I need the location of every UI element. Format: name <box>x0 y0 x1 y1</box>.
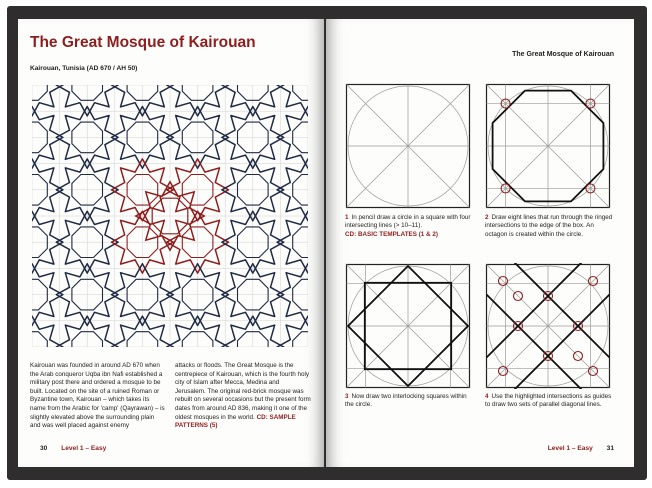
cd-reference: CD: SAMPLE PATTERNS (5) <box>175 413 296 430</box>
right-page <box>326 19 634 467</box>
right-footer <box>548 445 614 452</box>
kairouan-pattern-illustration <box>32 85 308 347</box>
step-2-number: 2 <box>485 214 489 221</box>
step-4-number: 4 <box>485 393 489 400</box>
step-3-figure <box>345 263 471 389</box>
octagon-motif <box>32 85 47 100</box>
open-book <box>7 6 647 480</box>
octagon-motif <box>293 85 308 100</box>
step-2-text: Draw eight lines that run through the ringed intersections to the edge of the box. An octagon is created within the circle. <box>485 214 613 238</box>
step-4-caption <box>485 393 615 410</box>
page-title: The Great Mosque of Kairouan <box>30 34 256 51</box>
left-footer <box>40 445 106 452</box>
step-1-cd-reference: CD: BASIC TEMPLATES (1 & 2) <box>345 230 438 238</box>
step-4-text: Use the highlighted intersections as guides to draw two sets of parallel diagonal lines. <box>485 393 612 409</box>
body-text-column-1 <box>30 362 166 431</box>
running-head: The Great Mosque of Kairouan <box>512 51 614 58</box>
page-number-left: 30 <box>40 445 48 452</box>
page-subtitle: Kairouan, Tunisia (AD 670 / AH 50) <box>30 65 138 72</box>
level-label-right: Level 1 – Easy <box>547 445 593 452</box>
body-text-column-2 <box>175 362 311 431</box>
left-page <box>18 19 324 467</box>
step-1-text: In pencil draw a circle in a square with four intersecting lines (> 10–11). <box>345 214 471 230</box>
step-3-caption <box>345 393 473 410</box>
step-3-number: 3 <box>345 393 349 400</box>
step-2-figure <box>485 83 611 209</box>
step-1-figure <box>345 83 471 209</box>
body-paragraph-1: Kairouan was founded in around AD 670 when the Arab conqueror Uqba ibn Nafi established a military post there and ordered a mosque to be built. Located on the site of a ruined Roman or Byzantine town, Kairouan – which takes its name from the Arabic for 'camp' (Qayrawan) – is slightly elevated above the surrounding plain and was well placed against enemy <box>30 362 165 430</box>
body-paragraph-2: attacks or floods. The Great Mosque is the centrepiece of Kairouan, which is the fourth holy city of Islam after Mecca, Medina and Jerusalem. The original red-brick mosque was rebuilt on several occasions but the present form dates from around AD 836, making it one of the oldest mosques in the world. <box>175 362 311 421</box>
level-label-left: Level 1 – Easy <box>61 445 107 452</box>
step-3-text: Now draw two interlocking squares within the circle. <box>345 393 467 409</box>
step-2-caption <box>485 214 615 239</box>
octagon-motif <box>293 332 308 347</box>
step-1-caption <box>345 214 473 239</box>
step-1-number: 1 <box>345 214 349 221</box>
step-4-figure <box>485 263 611 389</box>
octagon-motif <box>32 332 47 347</box>
page-number-right: 31 <box>606 445 614 452</box>
